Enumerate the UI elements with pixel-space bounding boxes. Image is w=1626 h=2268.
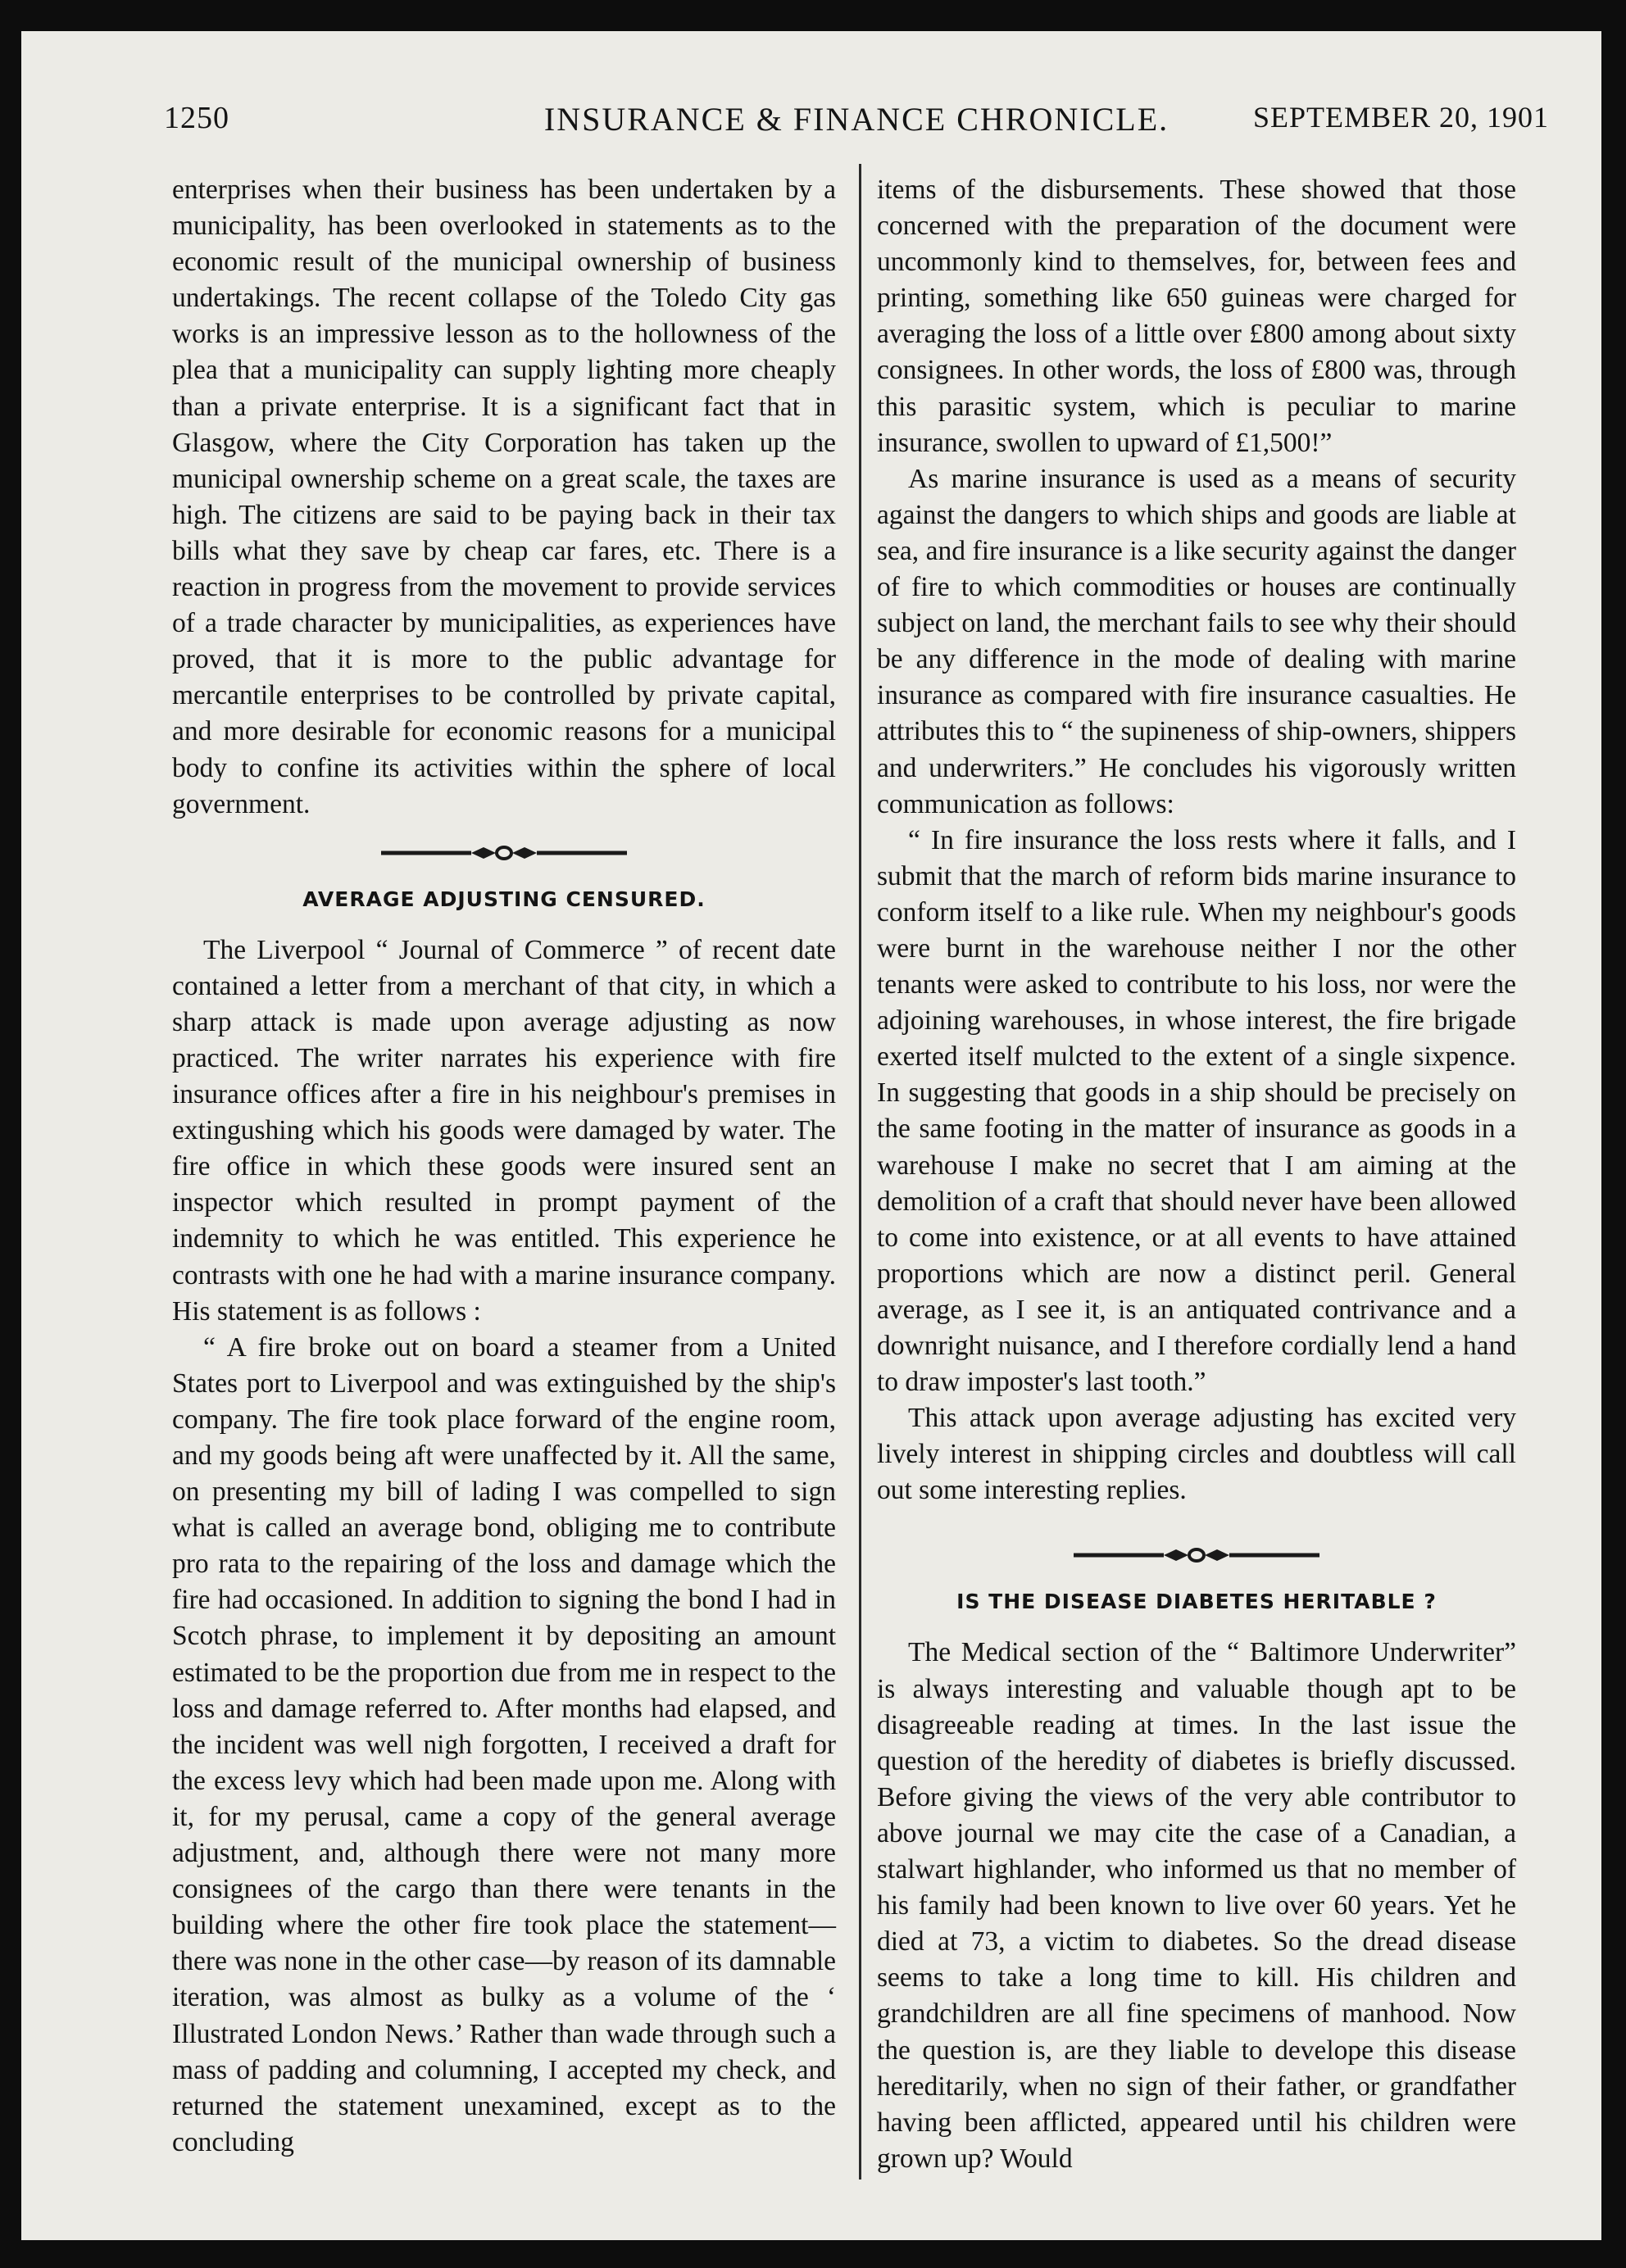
scan-border-right	[1601, 0, 1626, 2268]
section-heading-diabetes: IS THE DISEASE DIABETES HERITABLE ?	[956, 1590, 1437, 1614]
section-heading-average-adjusting: AVERAGE ADJUSTING CENSURED.	[302, 887, 706, 911]
article-paragraph: As marine insurance is used as a means of security against the dangers to which ships and goods are liable at sea, and fire insurance is a like security against the danger of fire to which commodities or houses are continually subject on land, the merchant fails to see why their should be any difference in the mode of dealing with marine insurance as compared with fire insurance casualties. He attributes this to “ the supineness of ship-owners, shippers and underwriters.” He concludes his vigorously written communication as follows:	[877, 463, 1516, 819]
section-ornament	[172, 834, 836, 877]
article-paragraph: The Medical section of the “ Baltimore Underwriter” is always interesting and valuable though apt to be disagreeable reading at times. In the last issue the question of the heredity of diabetes is briefly discussed. Before giving the views of the very able contributor to above journal we may cite the case of a Canadian, a stalwart highlander, who informed us that no member of his family had been known to live over 60 years. Yet he died at 73, a victim to diabetes. So the dread disease seems to take a long time to kill. His children and grandchildren are all fine specimens of manhood. Now the question is, are they liable to develope this disease hereditarily, when no sign of their father, or grandfather having been afflicted, appeared until his children were grown up? Would	[877, 1637, 1516, 2174]
article-continuation: enterprises when their business has been undertaken by a municipality, has been overlooked in statements as to the economic result of the municipal ownership of business undertakings. The recent collapse of the Toledo City gas works is an impressive lesson as to the hollowness of the plea that a municipality can supply lighting more cheaply than a private enterprise. It is a significant fact that in Glasgow, where the City Corporation has taken up the municipal ownership scheme on a great scale, the taxes are high. The citizens are said to be paying back in their tax bills what they save by cheap car fares, etc. There is a reaction in progress from the movement to provide services of a trade character by municipalities, as experiences have proved, that it is more to the public advantage for mercantile enterprises to be controlled by private capital, and more desirable for economic reasons for a municipal body to confine its activities within the sphere of local government.	[172, 175, 836, 819]
section-ornament	[877, 1536, 1516, 1579]
article-paragraph: This attack upon average adjusting has excited very lively interest in shipping circles and doubtless will call out some interesting replies.	[877, 1403, 1516, 1506]
article-paragraph: The Liverpool “ Journal of Commerce ” of recent date contained a letter from a merchant of that city, in which a sharp attack is made upon average adjusting as now practiced. The writer narrates his experience with fire insurance offices after a fire in his neighbour's premises in extingushing which his goods were damaged by water. The fire office in which these goods were insured sent an inspector which resulted in prompt payment of the indemnity to which he was entitled. This experience he contrasts with one he had with a marine insurance company. His statement is as follows :	[172, 934, 836, 1327]
scan-border-bottom	[0, 2240, 1626, 2268]
right-column	[877, 172, 1516, 2177]
quoted-letter-paragraph: “ In fire insurance the loss rests where it falls, and I submit that the march of reform bids marine insurance to conform itself to a like rule. When my neighbour's goods were burnt in the warehouse neither I nor the other tenants were asked to contribute to his loss, nor were the adjoining warehouses, in whose interest, the fire brigade exerted itself mulcted to the extent of a single sixpence. In suggesting that goods in a ship should be precisely on the same footing in the matter of insurance as goods in a warehouse I make no secret that I am aiming at the demolition of a craft that should never have been allowed to come into existence, or at all events to have attained proportions which are now a distinct peril. General average, as I see it, is an antiquated contrivance and a downright nuisance, and I therefore cordially lend a hand to draw imposter's last tooth.”	[877, 824, 1516, 1398]
running-head	[164, 90, 1549, 147]
quoted-letter-paragraph: “ A fire broke out on board a steamer from a United States port to Liverpool and was extinguished by the ship's company. The fire took place forward of the engine room, and my goods being aft were unaffected by it. All the same, on presenting my bill of lading I was compelled to sign what is called an average bond, obliging me to contribute pro rata to the repairing of the loss and damage which the fire had occasioned. In addition to signing the bond I had in Scotch phrase, to implement it by depositing an amount estimated to be the proportion due from me in respect to the loss and damage referred to. After months had elapsed, and the incident was well nigh forgotten, I received a draft for the excess levy which had been made upon me. Along with it, for my perusal, came a copy of the general average adjustment, and, although there were not many more consignees of the cargo than there were tenants in the building where the other fire took place the statement—there was none in the other case—by reason of its damnable iteration, was almost as bulky as a volume of the ‘ Illustrated London News.’ Rather than wade through such a mass of padding and columning, I accepted my check, and returned the statement unexamined, except as to the concluding	[172, 1331, 836, 2157]
bleed-through-marks	[115, 418, 164, 2139]
quoted-letter-continuation: items of the disbursements. These showed that those concerned with the preparation of the document were uncommonly kind to themselves, for, between fees and printing, something like 650 guineas were charged for averaging the loss of a little over £800 among about sixty consignees. In other words, the loss of £800 was, through this parasitic system, which is peculiar to marine insurance, swollen to upward of £1,500!”	[877, 175, 1516, 458]
publication-title: INSURANCE & FINANCE CHRONICLE.	[543, 101, 1170, 138]
page-number: 1250	[164, 101, 229, 135]
scan-border-left	[0, 0, 21, 2268]
scroll-rule-ornament-icon	[381, 841, 627, 865]
scan-border-top	[0, 0, 1626, 31]
issue-date: SEPTEMBER 20, 1901	[1252, 101, 1549, 134]
scroll-rule-ornament-icon	[1074, 1543, 1319, 1567]
left-column	[172, 172, 836, 2161]
column-divider	[859, 164, 861, 2180]
